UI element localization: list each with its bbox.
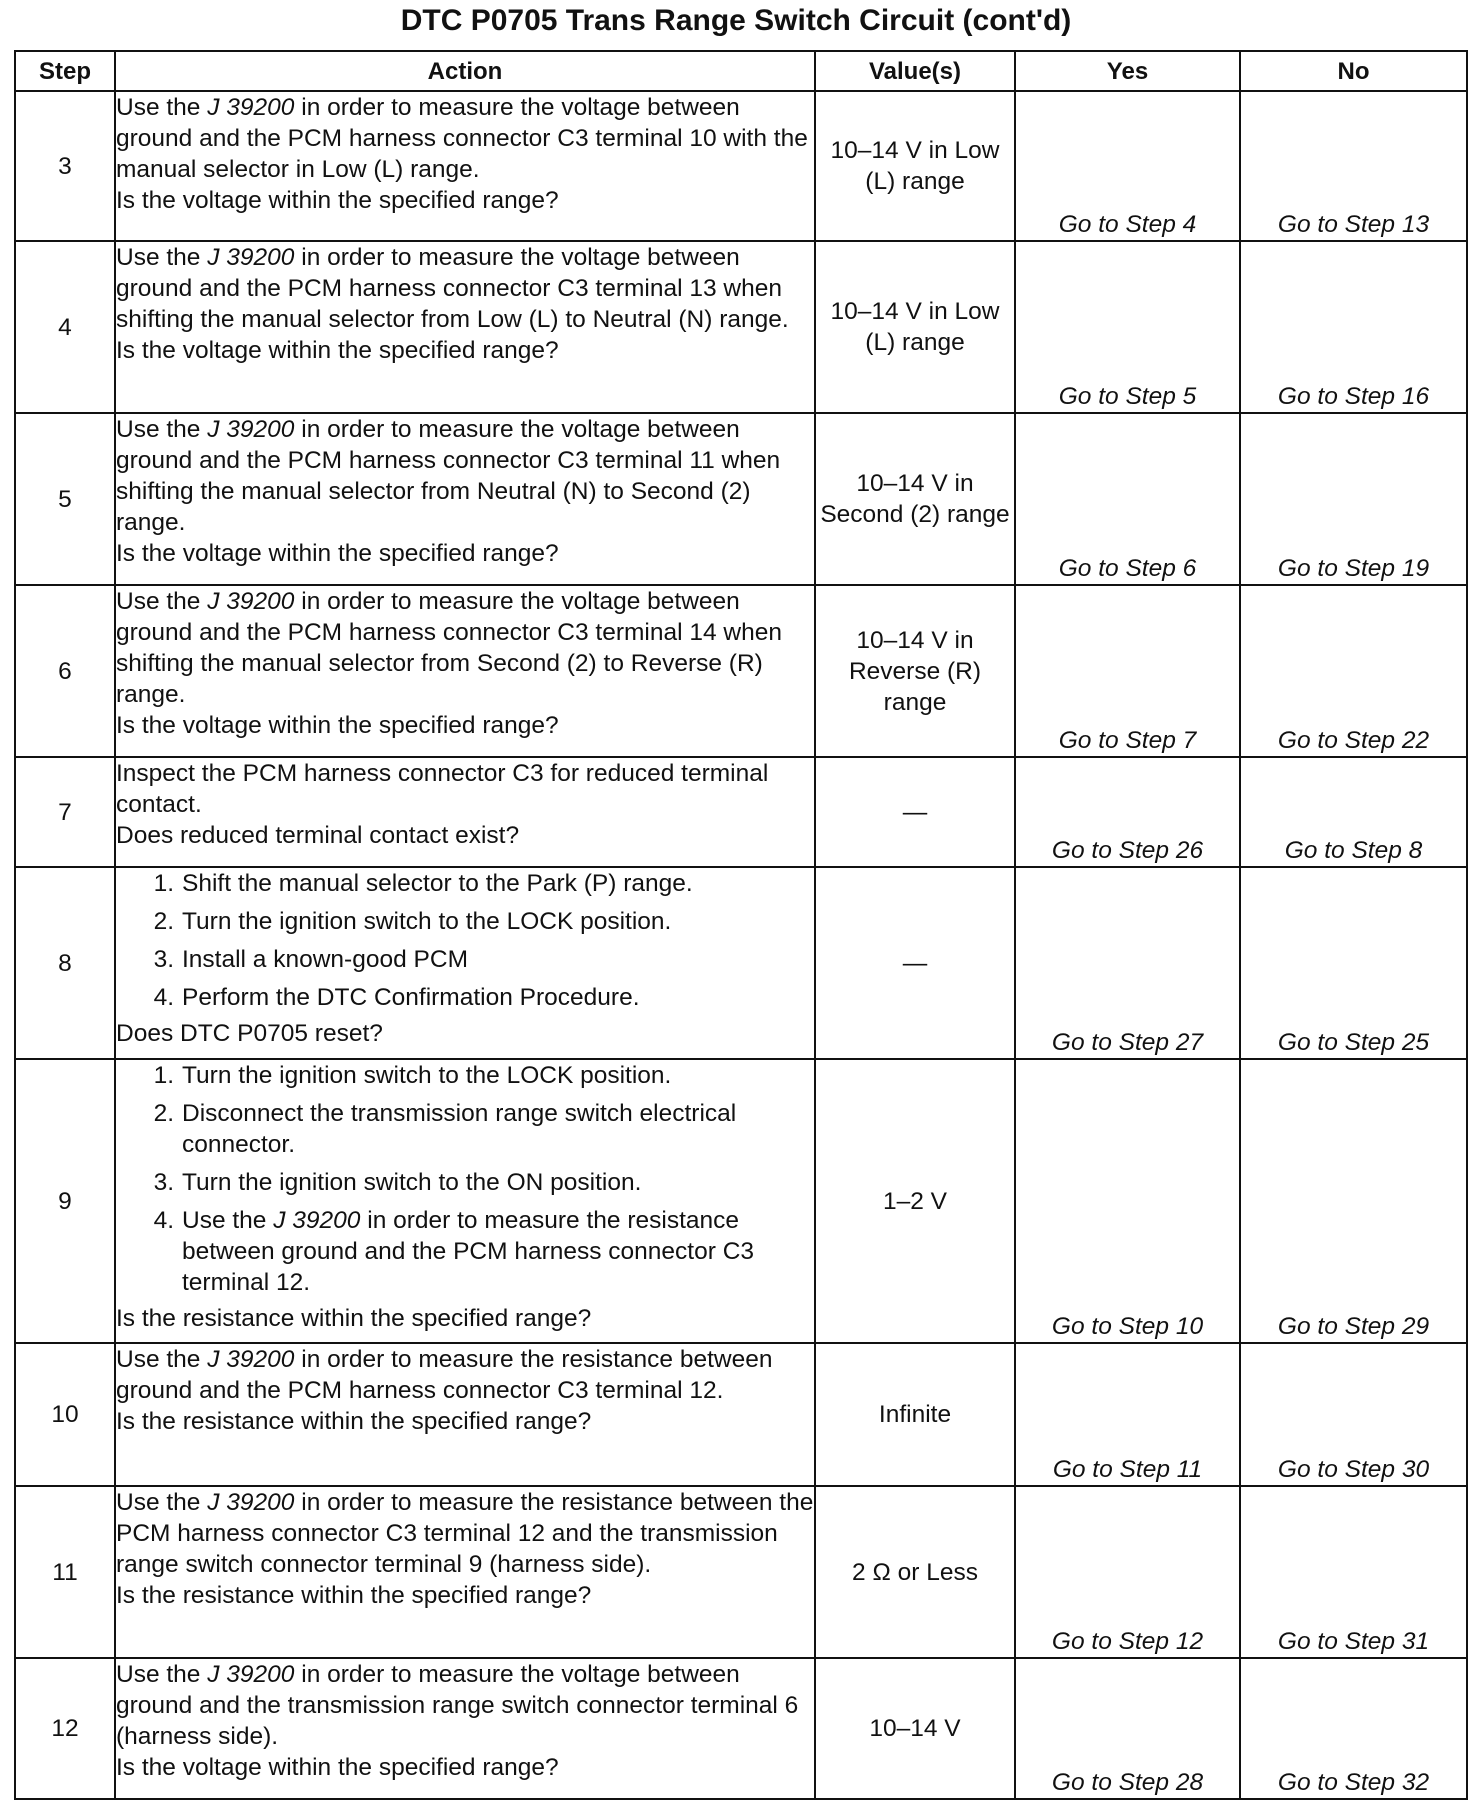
tool-name: J 39200 [207,94,295,121]
yes-link[interactable]: Go to Step 12 [1015,1486,1240,1658]
table-row [15,1658,1467,1799]
instruction-text: Use the J 39200 in order to measure the voltage between ground and the PCM harness connector C3 terminal 10 with the manual selector in Low (L) range. [116,94,808,183]
step-number: 5 [15,413,115,585]
action-cell [115,413,815,585]
action-cell [115,1658,815,1799]
instruction-text: Use the J 39200 in order to measure the voltage between ground and the PCM harness connector C3 terminal 14 when shifting the manual selector from Second (2) to Reverse (R) range. [116,588,782,708]
diagnostic-table [14,50,1468,1800]
no-link[interactable]: Go to Step 25 [1240,867,1467,1059]
tool-name: J 39200 [207,588,295,615]
value-cell: 10–14 V in Low (L) range [815,91,1015,241]
value-cell: — [815,867,1015,1059]
substep: 2. Disconnect the transmission range switch electrical connector. [153,1100,737,1158]
header-row [15,51,1467,91]
no-link[interactable]: Go to Step 16 [1240,241,1467,413]
action-cell [115,585,815,757]
no-link[interactable]: Go to Step 19 [1240,413,1467,585]
tool-name: J 39200 [207,244,295,271]
action-cell [115,91,815,241]
table-row [15,1059,1467,1343]
instruction-text: Use the J 39200 in order to measure the resistance between ground and the PCM harness connector C3 terminal 12. [116,1346,773,1404]
instruction-text: Use the J 39200 in order to measure the resistance between the PCM harness connector C3 terminal 12 and the transmission range switch connector terminal 9 (harness side). [116,1489,814,1578]
table-row [15,585,1467,757]
substep-list [116,868,814,1013]
yes-link[interactable]: Go to Step 7 [1015,585,1240,757]
action-cell [115,867,815,1059]
no-link[interactable]: Go to Step 30 [1240,1343,1467,1486]
substep: 1. Turn the ignition switch to the LOCK position. [153,1062,672,1089]
yes-link[interactable]: Go to Step 4 [1015,91,1240,241]
instruction-text: Use the J 39200 in order to measure the voltage between ground and the transmission range switch connector terminal 6 (harness side). [116,1661,799,1750]
table-row [15,241,1467,413]
table-row [15,413,1467,585]
action-cell [115,1059,815,1343]
table-row [15,1343,1467,1486]
tool-name: J 39200 [207,1489,295,1516]
step-number: 9 [15,1059,115,1343]
value-cell: 10–14 V in Low (L) range [815,241,1015,413]
question-text: Is the voltage within the specified range? [116,1754,559,1781]
table-row [15,757,1467,867]
tool-name: J 39200 [207,1661,295,1688]
instruction-text: Use the J 39200 in order to measure the voltage between ground and the PCM harness connector C3 terminal 13 when shifting the manual selector from Low (L) to Neutral (N) range. [116,244,789,333]
no-link[interactable]: Go to Step 13 [1240,91,1467,241]
no-link[interactable]: Go to Step 29 [1240,1059,1467,1343]
substep-list [116,1060,814,1298]
question-text: Does reduced terminal contact exist? [116,822,520,849]
question-text: Is the resistance within the specified range? [116,1582,592,1609]
step-number: 8 [15,867,115,1059]
action-cell [115,1486,815,1658]
question-text: Is the voltage within the specified range? [116,712,559,739]
substep: 2. Turn the ignition switch to the LOCK position. [153,908,672,935]
substep: 4. Perform the DTC Confirmation Procedure. [153,984,640,1011]
tool-name: J 39200 [207,1346,295,1373]
tool-name: J 39200 [273,1207,361,1234]
no-link[interactable]: Go to Step 31 [1240,1486,1467,1658]
header-step: Step [15,51,115,91]
table-row [15,91,1467,241]
step-number: 4 [15,241,115,413]
value-cell: 10–14 V [815,1658,1015,1799]
question-text: Is the voltage within the specified range? [116,337,559,364]
table-row [15,867,1467,1059]
value-cell: 1–2 V [815,1059,1015,1343]
question-text: Is the voltage within the specified range? [116,540,559,567]
yes-link[interactable]: Go to Step 10 [1015,1059,1240,1343]
instruction-text: Use the J 39200 in order to measure the voltage between ground and the PCM harness connector C3 terminal 11 when shifting the manual selector from Neutral (N) to Second (2) range. [116,416,781,536]
header-yes: Yes [1015,51,1240,91]
yes-link[interactable]: Go to Step 11 [1015,1343,1240,1486]
header-no: No [1240,51,1467,91]
value-cell: Infinite [815,1343,1015,1486]
action-cell [115,757,815,867]
page-title: DTC P0705 Trans Range Switch Circuit (cont'd) [400,4,1072,37]
yes-link[interactable]: Go to Step 6 [1015,413,1240,585]
step-number: 7 [15,757,115,867]
substep: 1. Shift the manual selector to the Park (P) range. [153,870,693,897]
step-number: 3 [15,91,115,241]
yes-link[interactable]: Go to Step 27 [1015,867,1240,1059]
question-text: Is the resistance within the specified range? [116,1408,592,1435]
tool-name: J 39200 [207,416,295,443]
no-link[interactable]: Go to Step 22 [1240,585,1467,757]
action-cell [115,241,815,413]
question-text: Is the voltage within the specified range? [116,187,559,214]
substep: 3. Install a known-good PCM [153,946,468,973]
value-cell: — [815,757,1015,867]
value-cell: 2 Ω or Less [815,1486,1015,1658]
step-number: 10 [15,1343,115,1486]
substep: 3. Turn the ignition switch to the ON position. [153,1169,642,1196]
yes-link[interactable]: Go to Step 26 [1015,757,1240,867]
no-link[interactable]: Go to Step 32 [1240,1658,1467,1799]
header-value: Value(s) [815,51,1015,91]
step-number: 12 [15,1658,115,1799]
question-text: Is the resistance within the specified range? [116,1305,592,1332]
yes-link[interactable]: Go to Step 5 [1015,241,1240,413]
table-row [15,1486,1467,1658]
instruction-text: Inspect the PCM harness connector C3 for reduced terminal contact. [116,760,769,818]
step-number: 11 [15,1486,115,1658]
action-cell [115,1343,815,1486]
value-cell: 10–14 V in Second (2) range [815,413,1015,585]
step-number: 6 [15,585,115,757]
no-link[interactable]: Go to Step 8 [1240,757,1467,867]
question-text: Does DTC P0705 reset? [116,1020,383,1047]
yes-link[interactable]: Go to Step 28 [1015,1658,1240,1799]
header-action: Action [115,51,815,91]
value-cell: 10–14 V in Reverse (R) range [815,585,1015,757]
substep: 4. Use the J 39200 in order to measure the resistance between ground and the PCM harness connector C3 terminal 12. [153,1207,755,1296]
